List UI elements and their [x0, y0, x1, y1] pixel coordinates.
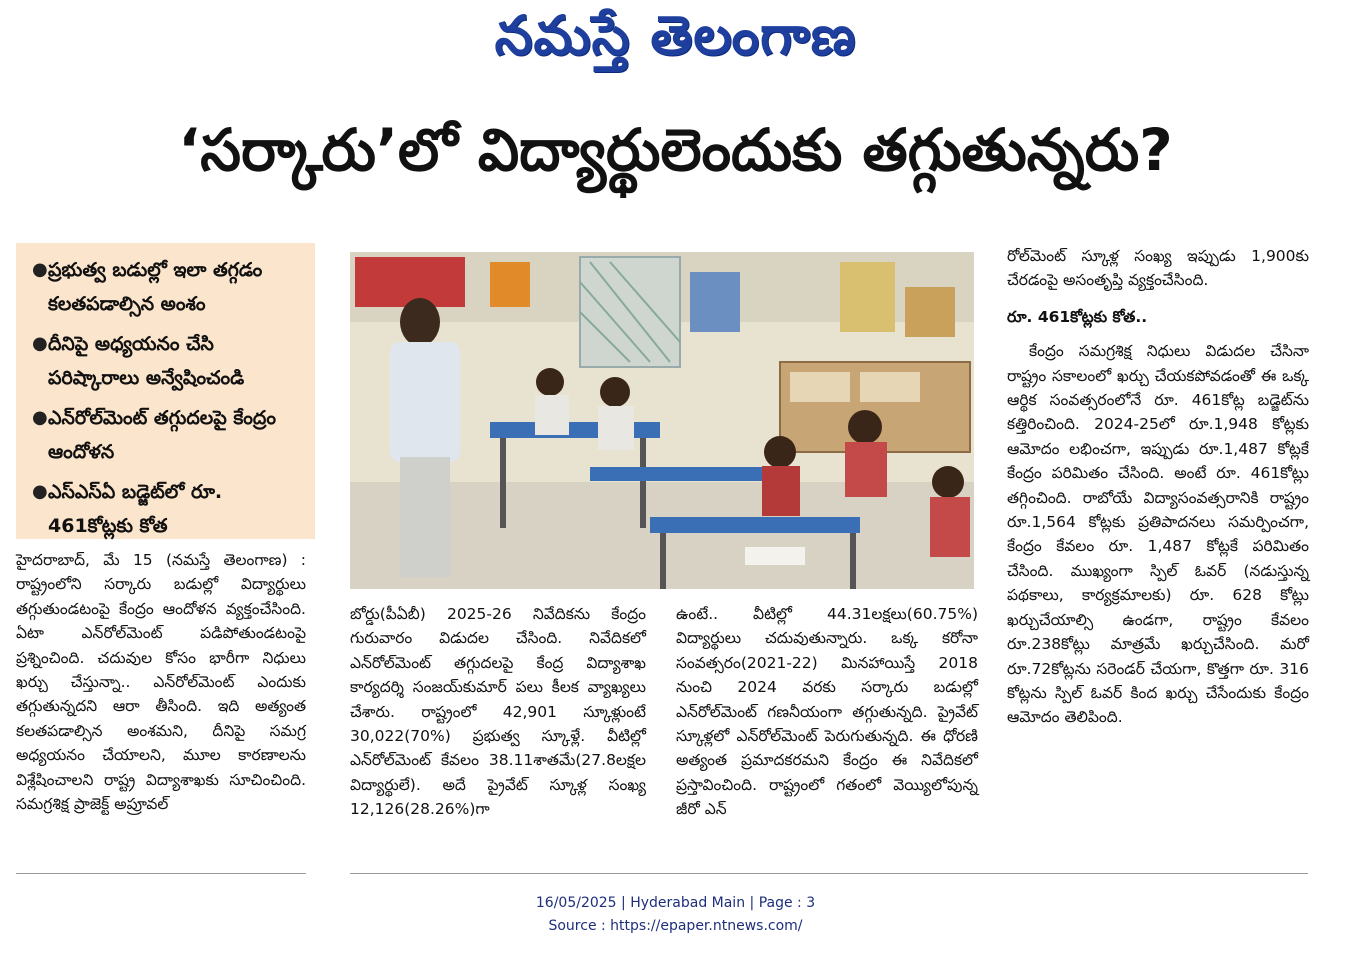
footer-source: Source : https://epaper.ntnews.com/: [548, 918, 803, 934]
bullet-icon: ●: [32, 333, 48, 354]
highlight-text: దీనిపై అధ్యయనం చేసి పరిష్కారాలు అన్వేషించండి: [48, 333, 245, 389]
classroom-photo: [350, 252, 974, 589]
column-divider: [350, 873, 1308, 874]
highlight-item: [32, 327, 307, 395]
column-4-intro: రోల్‌మెంట్ స్కూళ్ల సంఖ్య ఇప్పుడు 1,900కు చేరడంపై అసంతృప్తి వ్యక్తంచేసింది.: [1007, 247, 1309, 290]
article-headline: ‘సర్కారు’లో విద్యార్థులెందుకు తగ్గుతున్నరు?: [178, 116, 1173, 184]
classroom-illustration: [350, 252, 974, 589]
bullet-icon: ●: [32, 259, 48, 280]
highlight-text: ఎస్‌ఎస్‌ఏ బడ్జెట్‌లో రూ. 461కోట్లకు కోత: [48, 481, 223, 537]
bullet-icon: ●: [32, 481, 48, 502]
article-column-2: బోర్డు(పీఏబీ) 2025-26 నివేదికను కేంద్రం గురువారం విడుదల చేసింది. నివేదికలో ఎన్‌రోల్‌మెంట్ తగ్గుదలపై కేంద్ర విద్యాశాఖ కార్యదర్శి సంజయ్‌కుమార్ పలు కీలక వ్యాఖ్యలు చేశారు. రాష్ట్రంలో 42,901 స్కూళ్లుంటే 30,022(70%) ప్రభుత్వ స్కూళ్లే. వీటిల్లో ఎన్‌రోల్‌మెంట్ కేవలం 38.11శాతమే(27.8లక్షల విద్యార్థులే). అదే ప్రైవేట్ స్కూళ్ల సంఖ్య 12,126(28.26%)గా: [350, 605, 646, 819]
article-column-1: హైదరాబాద్, మే 15 (నమస్తే తెలంగాణ) : రాష్ట్రంలోని సర్కారు బడుల్లో విద్యార్థులు తగ్గుతుండటంపై కేంద్రం ఆందోళన వ్యక్తంచేసింది. ఏటా ఎన్‌రోల్‌మెంట్ పడిపోతుండటంపై ప్రశ్నించింది. చదువుల కోసం భారీగా నిధులు ఖర్చు చేస్తున్నా.. ఎన్‌రోల్‌మెంట్ ఎందుకు తగ్గుతున్నదని ఆరా తీసింది. ఇది అత్యంత కలతపడాల్సిన అంశమని, దీనిపై సమగ్ర అధ్యయనం చేయాలని, మూల కారణాలను విశ్లేషించాలని రాష్ట్ర విద్యాశాఖకు సూచించింది. సమగ్రశిక్ష ప్రాజెక్ట్ అప్రూవల్: [16, 551, 306, 814]
sub-heading: రూ. 461కోట్లకు కోత..: [1007, 307, 1148, 326]
highlight-item: [32, 475, 307, 543]
column-4-body: కేంద్రం సమగ్రశిక్ష నిధులు విడుదల చేసినా రాష్ట్రం సకాలంలో ఖర్చు చేయకపోవడంతో ఈ ఒక్క ఆర్థిక సంవత్సరంలోనే రూ. 461కోట్ల బడ్జెట్‌ను కత్తిరించింది. 2024-25లో రూ.1,948 కోట్లకు ఆమోదం లభించగా, ఇప్పుడు రూ.1,487 కోట్లకే కేంద్రం పరిమితం చేసింది. అంటే రూ. 461కోట్లు తగ్గించింది. రాబోయే విద్యాసంవత్సరానికి రాష్ట్రం రూ.1,564 కోట్లకు ప్రతిపాదనలు సమర్పించగా, కేంద్రం కేవలం రూ. 1,487 కోట్లకే పరిమితం చేసింది. ముఖ్యంగా స్పిల్ ఓవర్ (నడుస్తున్న పథకాలు, కార్యక్రమాలకు) రూ. 628 కోట్లు ఖర్చుచేయాల్సి ఉండగా, రాష్ట్రం కేవలం రూ.238కోట్లు మాత్రమే ఖర్చుచేసింది. మరో రూ.72కోట్లను సరెండర్ చేయగా, కొత్తగా రూ. 316 కోట్లను స్పిల్ ఓవర్ కింద ఖర్చు చేసేందుకు కేంద్రం ఆమోదం తెలిపింది.: [1007, 342, 1309, 727]
column-divider: [16, 873, 306, 874]
bullet-icon: ●: [32, 407, 48, 428]
highlight-item: [32, 401, 307, 469]
article-column-4: [1007, 244, 1309, 730]
footer-date-edition: 16/05/2025 | Hyderabad Main | Page : 3: [535, 895, 816, 911]
highlight-text: ఎన్‌రోల్‌మెంట్ తగ్గుదలపై కేంద్రం ఆందోళన: [48, 407, 276, 463]
article-column-3: ఉంటే.. వీటిల్లో 44.31లక్షలు(60.75%) విద్యార్థులు చదువుతున్నారు. ఒక్క కరోనా సంవత్సరం(2021-22) మినహాయిస్తే 2018 నుంచి 2024 వరకు సర్కారు బడుల్లో ఎన్‌రోల్‌మెంట్ గణనీయంగా తగ్గుతున్నది. ప్రైవేట్ స్కూళ్లలో ఎన్‌రోల్‌మెంట్ పెరుగుతున్నది. ఈ ధోరణి అత్యంత ప్రమాదకరమని కేంద్రం ఈ నివేదికలో ప్రస్తావించింది. రాష్ట్రంలో గతంలో వెయ్యిలోపున్న జీరో ఎన్: [676, 605, 978, 819]
newspaper-masthead: నమస్తే తెలంగాణ: [494, 4, 857, 67]
highlights-box: [16, 243, 315, 539]
highlight-text: ప్రభుత్వ బడుల్లో ఇలా తగ్గడం కలతపడాల్సిన అంశం: [48, 259, 263, 315]
highlight-item: [32, 253, 307, 321]
